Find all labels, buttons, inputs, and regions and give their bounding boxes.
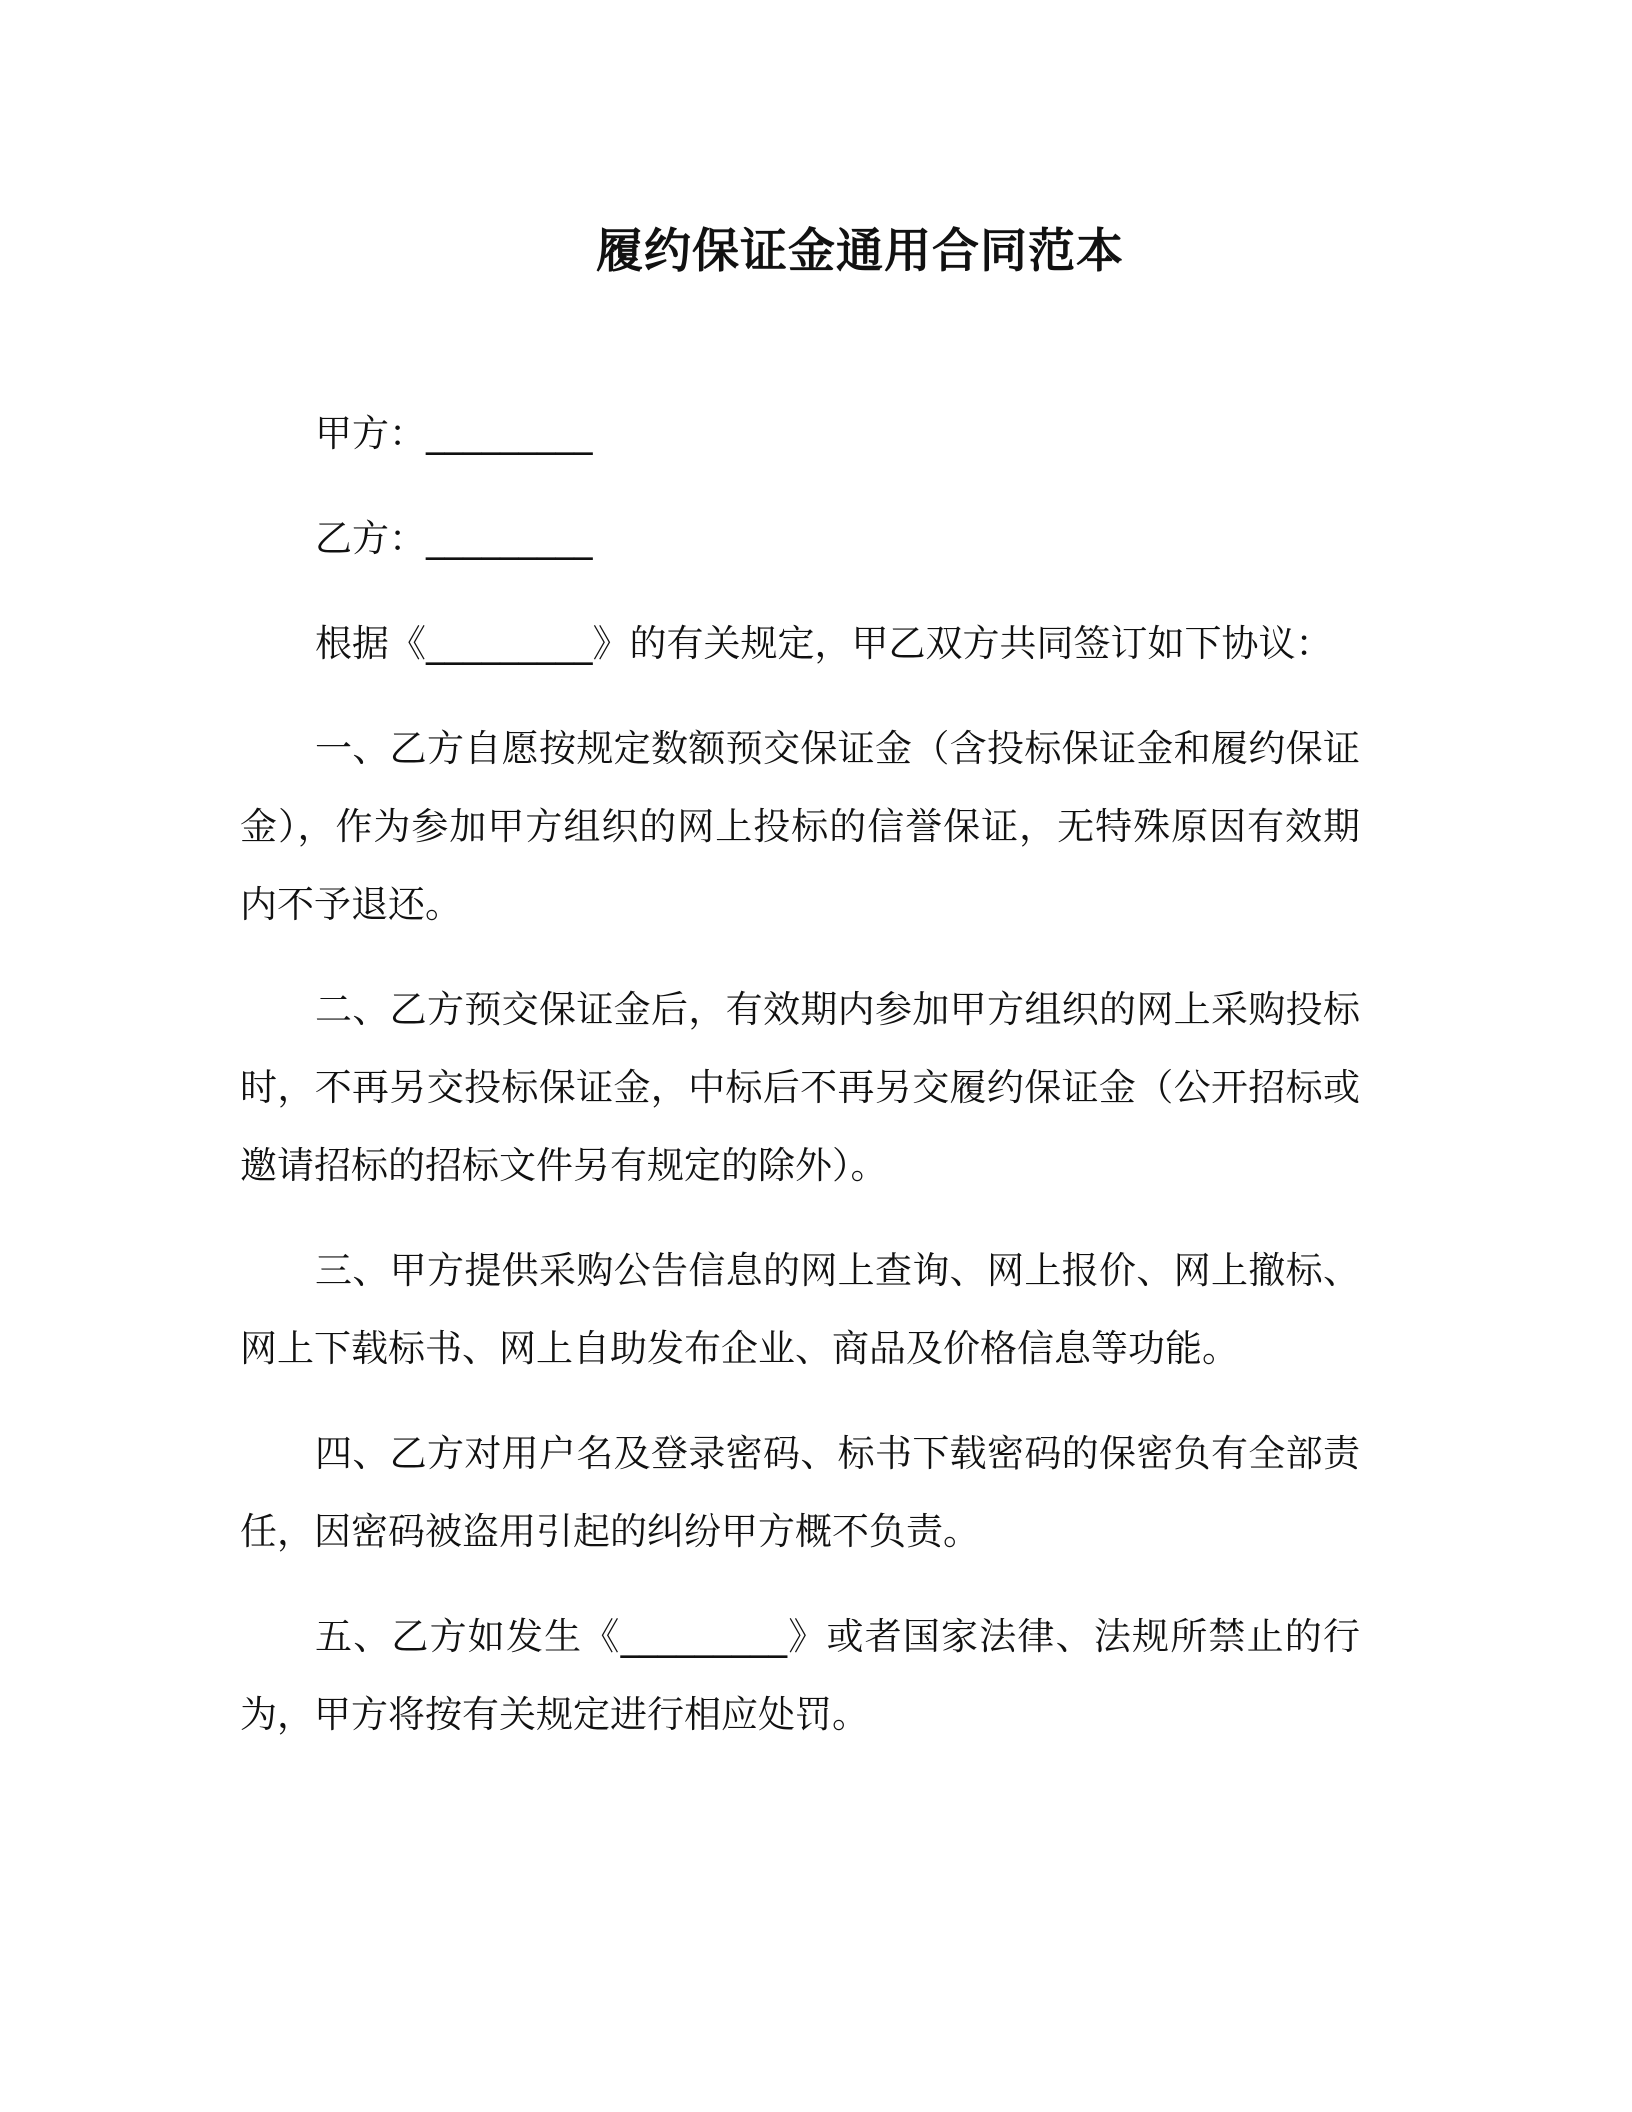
clause-2: 二、乙方预交保证金后，有效期内参加甲方组织的网上采购投标时，不再另交投标保证金，中标后不再另交履约保证金（公开招标或邀请招标的招标文件另有规定的除外）。 [240, 988, 1360, 1187]
clause-4: 四、乙方对用户名及登录密码、标书下载密码的保密负有全部责任，因密码被盗用引起的纠纷甲方概不负责。 [240, 1432, 1360, 1553]
party-a-line: 甲方：_________ [315, 412, 593, 455]
clause-5: 五、乙方如发生《_________》或者国家法律、法规所禁止的行为，甲方将按有关规定进行相应处罚。 [240, 1615, 1360, 1736]
agreement-basis: 根据《_________》的有关规定，甲乙双方共同签订如下协议： [315, 622, 1333, 665]
clause-1: 一、乙方自愿按规定数额预交保证金（含投标保证金和履约保证金），作为参加甲方组织的网上投标的信誉保证，无特殊原因有效期内不予退还。 [240, 727, 1360, 926]
party-b-line: 乙方：_________ [315, 517, 593, 560]
document-body [240, 395, 1360, 1754]
clause-3: 三、甲方提供采购公告信息的网上查询、网上报价、网上撤标、网上下载标书、网上自助发布企业、商品及价格信息等功能。 [240, 1249, 1360, 1370]
document-title: 履约保证金通用合同范本 [596, 224, 1124, 279]
